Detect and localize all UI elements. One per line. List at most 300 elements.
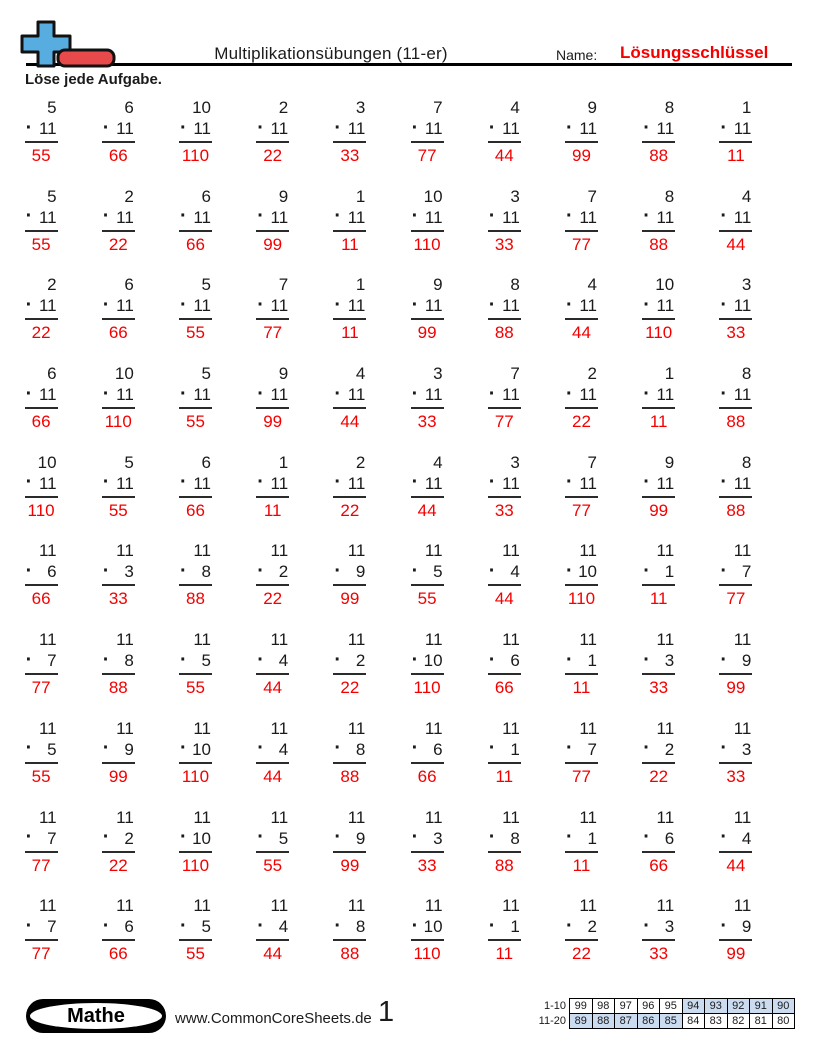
- multiply-dot-icon: ·: [179, 293, 187, 316]
- multiply-dot-icon: ·: [179, 559, 187, 582]
- problem: [642, 363, 676, 433]
- problem-answer: 11: [263, 500, 282, 520]
- problem-top-operand: 3: [510, 186, 520, 206]
- problem-cell: [389, 807, 466, 896]
- score-cell: 81: [749, 1013, 773, 1029]
- problem-answer: 110: [27, 500, 55, 520]
- problem-bottom-operand: 4: [278, 917, 289, 937]
- problem-top-operand: 8: [741, 452, 752, 472]
- problem-top-operand: 11: [116, 807, 134, 827]
- multiply-dot-icon: ·: [720, 471, 728, 494]
- problem-answer: 22: [572, 412, 591, 432]
- multiply-dot-icon: ·: [179, 205, 187, 228]
- problem-bottom-operand: 11: [38, 207, 57, 227]
- multiply-dot-icon: ·: [565, 914, 573, 937]
- problem-bottom-operand: 9: [355, 828, 366, 848]
- problem-cell: [157, 452, 234, 541]
- problem-cell: [543, 452, 620, 541]
- problem-top-operand: 11: [424, 807, 443, 827]
- problem-answer: 77: [726, 589, 746, 609]
- problem-bottom-operand: 3: [664, 651, 675, 671]
- problem-cell: [621, 629, 698, 718]
- problem-answer: 44: [263, 766, 283, 786]
- problem-cell: [543, 718, 620, 807]
- problem-top-operand: 6: [201, 186, 211, 206]
- problem-answer: 99: [340, 855, 360, 875]
- problem-bottom-operand: 5: [201, 917, 211, 937]
- problem: [565, 97, 599, 167]
- multiply-dot-icon: ·: [334, 914, 342, 937]
- problem-answer: 66: [108, 944, 128, 964]
- problem-top-operand: 11: [656, 541, 675, 561]
- problem-bottom-operand: 3: [124, 562, 134, 582]
- multiply-dot-icon: ·: [643, 116, 650, 139]
- multiply-dot-icon: ·: [643, 382, 650, 405]
- multiply-dot-icon: ·: [720, 648, 728, 671]
- problem-answer: 11: [572, 678, 591, 698]
- problem: [719, 807, 753, 877]
- problem-cell: [157, 97, 234, 186]
- problem: [333, 274, 367, 344]
- multiply-dot-icon: ·: [411, 559, 419, 582]
- problem-answer: 77: [31, 855, 51, 875]
- multiply-dot-icon: ·: [25, 914, 33, 937]
- multiply-dot-icon: ·: [102, 471, 110, 494]
- problem-bottom-operand: 11: [733, 473, 752, 493]
- problem: [102, 540, 136, 610]
- problem-top-operand: 11: [38, 807, 57, 827]
- problem-cell: [312, 274, 389, 363]
- problem-cell: [466, 363, 543, 452]
- problem: [179, 895, 213, 965]
- multiply-dot-icon: ·: [334, 559, 342, 582]
- score-cell: 83: [704, 1013, 728, 1029]
- problem-cell: [235, 274, 312, 363]
- multiply-dot-icon: ·: [488, 293, 496, 316]
- problem: [102, 895, 136, 965]
- problem-bottom-operand: 11: [733, 207, 752, 227]
- problem: [642, 452, 676, 522]
- problem-bottom-operand: 11: [579, 385, 597, 405]
- problem-top-operand: 11: [733, 630, 752, 650]
- problem-cell: [312, 97, 389, 186]
- multiply-dot-icon: ·: [411, 205, 419, 228]
- problem-top-operand: 6: [201, 452, 211, 472]
- problem-cell: [235, 807, 312, 896]
- problem-bottom-operand: 11: [733, 385, 752, 405]
- problem-cell: [3, 186, 80, 275]
- problem-top-operand: 8: [664, 98, 675, 117]
- problem-top-operand: 4: [510, 98, 520, 117]
- problem-bottom-operand: 11: [270, 385, 289, 405]
- problem-top-operand: 11: [347, 630, 366, 650]
- problem: [565, 807, 599, 877]
- problem-answer: 33: [417, 855, 437, 875]
- problem-bottom-operand: 4: [278, 739, 289, 759]
- problem-answer: 33: [726, 323, 746, 343]
- problem: [411, 807, 445, 877]
- problem-bottom-operand: 7: [741, 562, 752, 582]
- problem: [102, 718, 136, 788]
- problem: [488, 452, 522, 522]
- problem: [333, 895, 367, 965]
- problem-cell: [621, 97, 698, 186]
- problem-cell: [466, 540, 543, 629]
- problem-bottom-operand: 6: [47, 562, 57, 582]
- problem-top-operand: 9: [278, 364, 289, 384]
- problem-cell: [466, 97, 543, 186]
- problem-cell: [3, 97, 80, 186]
- problem-cell: [389, 895, 466, 984]
- problem: [256, 807, 290, 877]
- problem-answer: 44: [263, 944, 283, 964]
- problem-cell: [698, 540, 775, 629]
- problem: [642, 274, 676, 344]
- problem-top-operand: 11: [733, 807, 752, 827]
- multiply-dot-icon: ·: [720, 293, 728, 316]
- problem: [488, 718, 522, 788]
- problem-bottom-operand: 7: [47, 828, 57, 848]
- problem-bottom-operand: 6: [124, 917, 134, 937]
- multiply-dot-icon: ·: [411, 914, 419, 937]
- problem: [256, 452, 290, 522]
- multiply-dot-icon: ·: [257, 471, 264, 494]
- problem: [102, 807, 136, 877]
- problem: [719, 452, 753, 522]
- problem: [642, 186, 676, 256]
- multiply-dot-icon: ·: [565, 382, 573, 405]
- problem-bottom-operand: 11: [193, 473, 211, 493]
- problem-top-operand: 11: [502, 718, 520, 738]
- problem-top-operand: 10: [37, 452, 57, 472]
- problem-bottom-operand: 1: [664, 562, 675, 582]
- multiply-dot-icon: ·: [102, 293, 110, 316]
- problem-bottom-operand: 11: [270, 119, 289, 138]
- problem: [102, 629, 136, 699]
- problem-top-operand: 11: [656, 896, 675, 916]
- problem-cell: [312, 186, 389, 275]
- problem: [102, 274, 136, 344]
- multiply-dot-icon: ·: [411, 648, 419, 671]
- problem: [411, 97, 445, 167]
- problem-bottom-operand: 3: [664, 917, 675, 937]
- problem-bottom-operand: 11: [116, 385, 134, 405]
- problem-bottom-operand: 11: [579, 296, 597, 316]
- problem: [719, 186, 753, 256]
- problem-cell: [698, 363, 775, 452]
- problem-answer: 77: [572, 500, 591, 520]
- problem: [488, 807, 522, 877]
- problem: [565, 363, 599, 433]
- problem: [565, 274, 599, 344]
- problem-top-operand: 3: [355, 98, 366, 117]
- problem-bottom-operand: 11: [656, 385, 675, 405]
- problem-answer: 22: [108, 855, 128, 875]
- multiply-dot-icon: ·: [179, 382, 187, 405]
- problem-answer: 22: [572, 944, 591, 964]
- multiply-dot-icon: ·: [565, 559, 573, 582]
- problem-top-operand: 11: [116, 541, 134, 561]
- multiply-dot-icon: ·: [102, 205, 110, 228]
- score-cell: 80: [772, 1013, 796, 1029]
- multiply-dot-icon: ·: [720, 559, 728, 582]
- problem: [719, 718, 753, 788]
- problem-answer: 99: [726, 678, 746, 698]
- problem-answer: 66: [417, 766, 437, 786]
- multiply-dot-icon: ·: [334, 737, 342, 760]
- problem-cell: [389, 186, 466, 275]
- problem-answer: 55: [263, 855, 283, 875]
- problem-top-operand: 2: [124, 186, 134, 206]
- problem-answer: 33: [494, 500, 514, 520]
- problem-cell: [389, 718, 466, 807]
- multiply-dot-icon: ·: [179, 826, 187, 848]
- problem-cell: [466, 629, 543, 718]
- problem-top-operand: 4: [355, 364, 366, 384]
- problem-answer: 33: [417, 412, 437, 432]
- multiply-dot-icon: ·: [334, 471, 342, 494]
- problem-answer: 55: [108, 500, 128, 520]
- problem-answer: 77: [494, 412, 514, 432]
- problem-bottom-operand: 11: [270, 296, 289, 316]
- problem-cell: [157, 895, 234, 984]
- problem-top-operand: 11: [502, 807, 520, 827]
- score-cell: 88: [592, 1013, 616, 1029]
- multiply-dot-icon: ·: [565, 116, 573, 139]
- problem-bottom-operand: 11: [193, 385, 211, 405]
- problem-answer: 22: [340, 500, 360, 520]
- website-text: www.CommonCoreSheets.de: [175, 1010, 372, 1027]
- problem-top-operand: 11: [502, 630, 520, 650]
- multiply-dot-icon: ·: [257, 559, 264, 582]
- problem-cell: [543, 363, 620, 452]
- problem: [488, 186, 522, 256]
- multiply-dot-icon: ·: [643, 648, 650, 671]
- problem-top-operand: 11: [270, 807, 289, 827]
- problem-top-operand: 11: [502, 541, 520, 561]
- multiply-dot-icon: ·: [334, 382, 342, 405]
- problem: [411, 540, 445, 610]
- problem-answer: 66: [649, 855, 669, 875]
- problem-answer: 88: [494, 855, 514, 875]
- multiply-dot-icon: ·: [488, 471, 496, 494]
- problem-answer: 66: [494, 678, 514, 698]
- problem: [411, 629, 445, 699]
- problem-bottom-operand: 11: [424, 473, 443, 493]
- problem-bottom-operand: 11: [270, 207, 289, 227]
- problem-bottom-operand: 11: [733, 296, 752, 316]
- problem-answer: 88: [726, 500, 746, 520]
- problem-cell: [80, 807, 157, 896]
- problem-answer: 55: [417, 589, 437, 609]
- problem-top-operand: 3: [741, 275, 752, 295]
- problem-cell: [235, 540, 312, 629]
- problem-bottom-operand: 11: [424, 385, 443, 405]
- problem-bottom-operand: 11: [502, 473, 520, 493]
- multiply-dot-icon: ·: [25, 737, 33, 760]
- problem-answer: 55: [31, 146, 51, 165]
- problem-top-operand: 5: [47, 98, 57, 117]
- score-cell: 98: [592, 998, 616, 1014]
- problem-bottom-operand: 6: [664, 828, 675, 848]
- problem-top-operand: 9: [433, 275, 443, 295]
- problem-cell: [312, 363, 389, 452]
- multiply-dot-icon: ·: [257, 914, 264, 937]
- problem-answer: 44: [726, 855, 746, 875]
- problem-bottom-operand: 11: [347, 296, 366, 316]
- problem-top-operand: 11: [38, 541, 57, 561]
- problem: [256, 540, 290, 610]
- problem-answer: 88: [649, 146, 669, 165]
- problem-answer: 99: [108, 766, 128, 786]
- problem-answer: 33: [494, 234, 514, 254]
- problem-answer: 99: [263, 234, 283, 254]
- problem: [333, 807, 367, 877]
- problem-bottom-operand: 4: [278, 651, 289, 671]
- problem-top-operand: 10: [192, 98, 211, 117]
- problem: [256, 97, 290, 167]
- problem-answer: 110: [645, 323, 673, 343]
- multiply-dot-icon: ·: [720, 914, 728, 937]
- problem-cell: [466, 186, 543, 275]
- problem-top-operand: 11: [193, 896, 211, 916]
- problem-top-operand: 1: [741, 98, 752, 117]
- problem-top-operand: 11: [193, 718, 211, 738]
- problem-cell: [3, 807, 80, 896]
- score-cell: 85: [659, 1013, 683, 1029]
- problem-bottom-operand: 11: [656, 296, 675, 316]
- multiply-dot-icon: ·: [488, 737, 496, 760]
- problem-bottom-operand: 10: [423, 917, 443, 937]
- problem: [565, 452, 599, 522]
- problem-bottom-operand: 9: [124, 739, 134, 759]
- problem-cell: [621, 718, 698, 807]
- problem-answer: 88: [186, 589, 205, 609]
- problem-answer: 11: [341, 234, 359, 254]
- problem-bottom-operand: 4: [510, 562, 520, 582]
- problem-top-operand: 3: [433, 364, 443, 384]
- score-table: [532, 998, 795, 1029]
- problem-cell: [698, 718, 775, 807]
- problem-answer: 77: [263, 323, 283, 343]
- problem-cell: [621, 452, 698, 541]
- problem-bottom-operand: 11: [579, 207, 597, 227]
- problem-answer: 99: [417, 323, 437, 343]
- multiply-dot-icon: ·: [25, 116, 33, 139]
- problem-bottom-operand: 11: [502, 119, 520, 138]
- multiply-dot-icon: ·: [25, 559, 33, 582]
- problem-answer: 88: [340, 766, 360, 786]
- multiply-dot-icon: ·: [179, 648, 187, 671]
- problem: [565, 186, 599, 256]
- problem: [565, 629, 599, 699]
- problem: [256, 186, 290, 256]
- problem: [642, 718, 676, 788]
- problem-answer: 77: [572, 766, 591, 786]
- problem-top-operand: 11: [424, 718, 443, 738]
- problem-cell: [80, 718, 157, 807]
- problem-cell: [621, 540, 698, 629]
- problem-cell: [80, 629, 157, 718]
- problem: [179, 540, 213, 610]
- problem: [25, 807, 59, 877]
- problem-answer: 22: [340, 678, 360, 698]
- problem-answer: 44: [494, 146, 514, 165]
- problem-cell: [543, 629, 620, 718]
- problem-cell: [389, 97, 466, 186]
- problem-cell: [543, 540, 620, 629]
- problem-top-operand: 4: [741, 186, 752, 206]
- problem-top-operand: 11: [38, 718, 57, 738]
- problem: [333, 629, 367, 699]
- problem-cell: [312, 807, 389, 896]
- problem-top-operand: 11: [38, 630, 57, 650]
- problems-grid: [3, 97, 775, 984]
- problem-bottom-operand: 11: [38, 119, 57, 138]
- page-number: 1: [378, 996, 395, 1028]
- problem: [411, 895, 445, 965]
- problem-cell: [543, 895, 620, 984]
- problem-top-operand: 1: [664, 364, 675, 384]
- problem-bottom-operand: 7: [47, 917, 57, 937]
- multiply-dot-icon: ·: [488, 116, 496, 139]
- problem-bottom-operand: 5: [278, 828, 289, 848]
- problem-cell: [466, 895, 543, 984]
- problem: [719, 274, 753, 344]
- problem-answer: 99: [572, 146, 591, 165]
- instruction-text: Löse jede Aufgabe.: [25, 71, 162, 88]
- problem-top-operand: 11: [733, 718, 752, 738]
- multiply-dot-icon: ·: [25, 648, 33, 671]
- problem-bottom-operand: 2: [124, 828, 134, 848]
- problem: [719, 895, 753, 965]
- problem-answer: 44: [572, 323, 591, 343]
- problem: [642, 540, 676, 610]
- multiply-dot-icon: ·: [643, 471, 650, 494]
- problem: [179, 807, 213, 877]
- problem-bottom-operand: 11: [502, 296, 520, 316]
- multiply-dot-icon: ·: [257, 382, 264, 405]
- problem: [333, 718, 367, 788]
- problem-top-operand: 11: [270, 541, 289, 561]
- multiply-dot-icon: ·: [488, 382, 496, 405]
- problem: [411, 452, 445, 522]
- problem-cell: [157, 186, 234, 275]
- brand-label: Mathe: [30, 1003, 162, 1029]
- problem: [411, 363, 445, 433]
- problem-answer: 11: [727, 146, 745, 165]
- problem-top-operand: 11: [579, 896, 597, 916]
- page-title: Multiplikationsübungen (11-er): [214, 44, 448, 63]
- problem-bottom-operand: 11: [502, 207, 520, 227]
- problem-answer: 33: [649, 678, 669, 698]
- problem-answer: 110: [413, 234, 441, 254]
- problem: [719, 97, 753, 167]
- plus-icon: [18, 20, 138, 68]
- problem: [642, 97, 676, 167]
- problem: [642, 807, 676, 877]
- problem-cell: [80, 97, 157, 186]
- problem-top-operand: 11: [38, 896, 57, 916]
- multiply-dot-icon: ·: [565, 826, 573, 848]
- problem-top-operand: 11: [424, 896, 443, 916]
- score-cell: 99: [569, 998, 593, 1014]
- problem-cell: [312, 452, 389, 541]
- problem-cell: [698, 97, 775, 186]
- problem-top-operand: 11: [347, 541, 366, 561]
- problem-bottom-operand: 8: [510, 828, 520, 848]
- problem-cell: [621, 363, 698, 452]
